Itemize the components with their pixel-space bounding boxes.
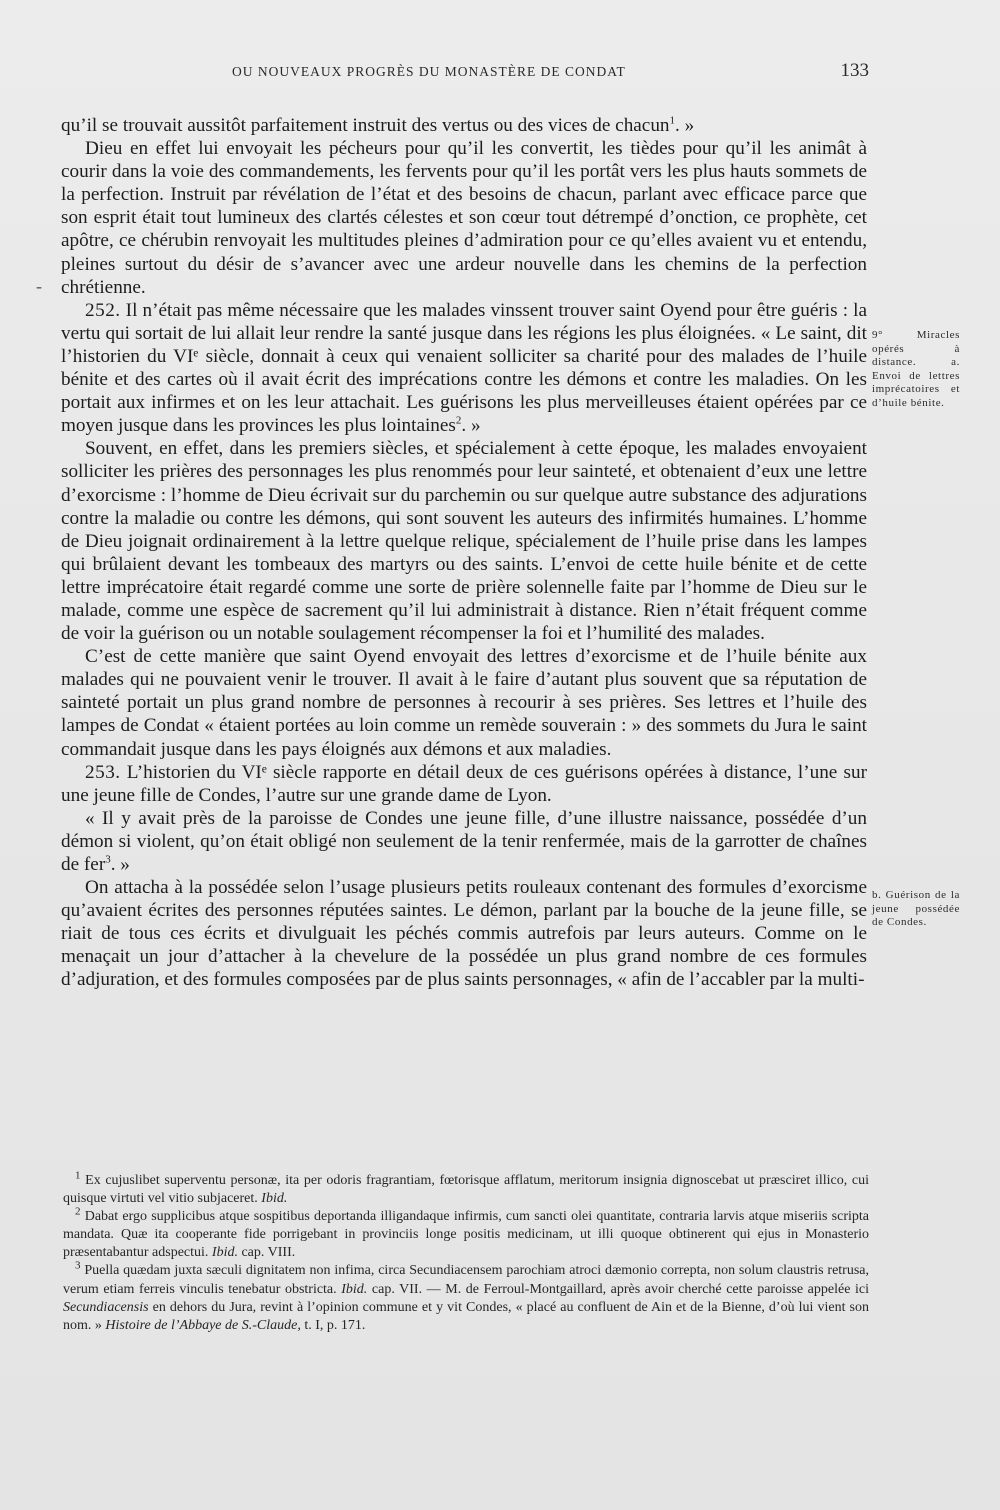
footnote-text: t. I, p. 171. [304, 1317, 366, 1333]
paragraph [61, 114, 867, 137]
paragraph-text: L’historien du VIᵉ siècle rapporte en détail deux de ces guérisons opérées à distance, l’une sur une jeune fille de Condes, l’autre sur une grande dame de Lyon. [61, 761, 867, 806]
footnotes [63, 1169, 870, 1335]
footnote-text: Ex cujuslibet superventu personæ, ita per odoris fragrantiam, fœtorisque afflatum, meritorum insignia dignoscebat ut præsciret illico, cui quisque virtuti vel vitio subjaceret. [63, 1173, 869, 1207]
section-number: 252. [85, 299, 121, 321]
footnote-text: en dehors du Jura, revint à l’opinion commune et y vit Condes, « placé au confluent de Ain et de la Bienne, d’où lui vient son nom. » [63, 1299, 870, 1333]
footnote-marker: 1 [75, 1169, 81, 1182]
footnote [63, 1169, 869, 1208]
footnote-term: Secundiacensis [63, 1299, 149, 1315]
margin-note-miracles: 9° Miracles opérés à distance. a. Envoi de lettres imprécatoires et d’huile bénite. [872, 329, 960, 409]
section-number: 253. [85, 761, 121, 783]
footnote [63, 1205, 870, 1262]
footnote-marker: 2 [75, 1205, 81, 1218]
footnote [63, 1259, 870, 1334]
footnote-ref: 2 [455, 414, 462, 427]
footnote-book-title: Histoire de l’Abbaye de S.-Claude, [105, 1317, 301, 1333]
paragraph-text: « Il y avait près de la paroisse de Condes une jeune fille, d’une illustre naissance, possédée d’un démon si violent, qu’on était obligé non seulement de la tenir renfermée, mais de la garrotter de chaînes de fer [61, 807, 867, 875]
footnote-marker: 3 [75, 1259, 81, 1272]
footnote-citation: Ibid. [211, 1245, 238, 1261]
footnote-text: cap. VIII. [241, 1245, 296, 1261]
margin-note-guerison: b. Guérison de la jeune possédée de Condes. [872, 889, 960, 928]
paragraph [61, 299, 867, 438]
main-text [61, 114, 867, 992]
footnote-ref: 1 [669, 114, 676, 127]
paragraph-text: qu’il se trouvait aussitôt parfaitement instruit des vertus ou des vices de chacun [61, 115, 670, 136]
footnote-text: cap. VII. — M. de Ferroul-Montgaillard, après avoir cherché cette paroisse appelée ici [371, 1281, 870, 1297]
paragraph-text: . » [461, 415, 481, 437]
footnote-citation: Ibid. [261, 1191, 288, 1207]
paragraph [61, 807, 867, 876]
footnote-ref: 3 [105, 853, 111, 866]
paragraph-text: . » [110, 854, 130, 875]
paragraph-text: . » [675, 115, 695, 136]
footnote-text: Puella quædam juxta sæculi dignitatem non infima, circa Secundiacensem parochiam atroci dæmonio correpta, non solum claustris retrusa, verum etiam ferreis vinculis tenebatur obstricta. [63, 1263, 870, 1297]
paragraph: Souvent, en effet, dans les premiers siècles, et spécialement à cette époque, les malades envoyaient solliciter les prières des personnages les plus renommés pour leur sainteté, et obtenaient d’eux une lettre d’exorcisme : l’homme de Dieu écrivait sur du parchemin ou sur quelque autre substance des adjurations contre la maladie ou contre les démons, qui sont souvent les auteurs des infirmités humaines. L’homme de Dieu joignait ordinairement à la lettre quelque relique, spécialement de l’huile prise dans les lampes qui brûlaient devant les tombeaux des martyrs ou des saints. L’envoi de cette huile bénite et de cette lettre imprécatoire était regardé comme une sorte de prière solennelle faite par l’homme de Dieu sur le malade, comme une espèce de sacrement qu’il lui administrait à distance. Rien n’était fréquent comme de voir la guérison ou un notable soulagement récompenser la foi et l’humilité des malades. [61, 438, 867, 645]
footnote-text: Dabat ergo supplicibus atque sospitibus deportanda illigandaque infirmis, cum sancti olei quantitate, contraria larvis atque miseriis scripta mandata. Quæ ita cooperante fide porrigebant in provinciis longe positis medicinam, ut illi quoque obtinerent qui ejus in Monasterio præsentabantur adspectui. [63, 1209, 870, 1261]
paragraph: On attacha à la possédée selon l’usage plusieurs petits rouleaux contenant des formules d’exorcisme qu’avaient écrites des personnes réputées saintes. Le démon, parlant par la bouche de la jeune fille, se riait de tous ces écrits et divulguait les péchés commis autrefois par leurs auteurs. Comme on le menaçait un jour d’attacher à la chevelure de la possédée un plus grand nombre de ces formules d’adjuration, et des formules composées par de plus saints personnages, « afin de l’accabler par la multi- [61, 877, 867, 991]
margin-mark: - [36, 276, 42, 296]
footnote-citation: Ibid. [341, 1281, 368, 1297]
paragraph: C’est de cette manière que saint Oyend envoyait des lettres d’exorcisme et de l’huile bénite aux malades qui ne pouvaient venir le trouver. Il avait à le faire d’autant plus souvent que sa réputation de sainteté portait un plus grand nombre de personnes à recourir à ses prières. Ses lettres et l’huile des lampes de Condat « étaient portées au loin comme un remède souverain : » des sommets du Jura le saint commandait jusque dans les pays éloignés aux démons et aux maladies. [61, 646, 867, 760]
paragraph: Dieu en effet lui envoyait les pécheurs pour qu’il les convertit, les tièdes pour qu’il les animât à courir dans la voie des commandements, les fervents pour qu’il les portât vers les plus hauts sommets de la perfection. Instruit par révélation de l’état et des besoins de chacun, parlant avec efficace parce que son esprit était tout lumineux des clartés célestes et son cœur tout détrempé d’onction, ce prophète, cet apôtre, ce chérubin renvoyait les multitudes pleines d’admiration pour ce qu’elles avaient vu et entendu, pleines surtout du désir de s’avancer avec une ardeur nouvelle dans les chemins de la perfection chrétienne. [61, 138, 867, 298]
running-title: OU NOUVEAUX PROGRÈS DU MONASTÈRE DE CONDAT [232, 64, 626, 79]
paragraph-text: Il n’était pas même nécessaire que les malades vinssent trouver saint Oyend pour être guéris : la vertu qui sortait de lui allait leur rendre la santé jusque dans les régions les plus éloignées. « Le saint, dit l’historien du VIᵉ siècle, donnait à ceux qui venaient solliciter sa charité pour des malades de l’huile bénite et des cartes où il avait écrit des imprécations contre les démons et contre les maladies. On les portait aux infirmes et on les leur attachait. Les guérisons les plus merveilleuses étaient opérées par ce moyen jusque dans les provinces les plus lointaines [61, 299, 867, 437]
page-number: 133 [840, 60, 869, 81]
paragraph [61, 761, 867, 807]
